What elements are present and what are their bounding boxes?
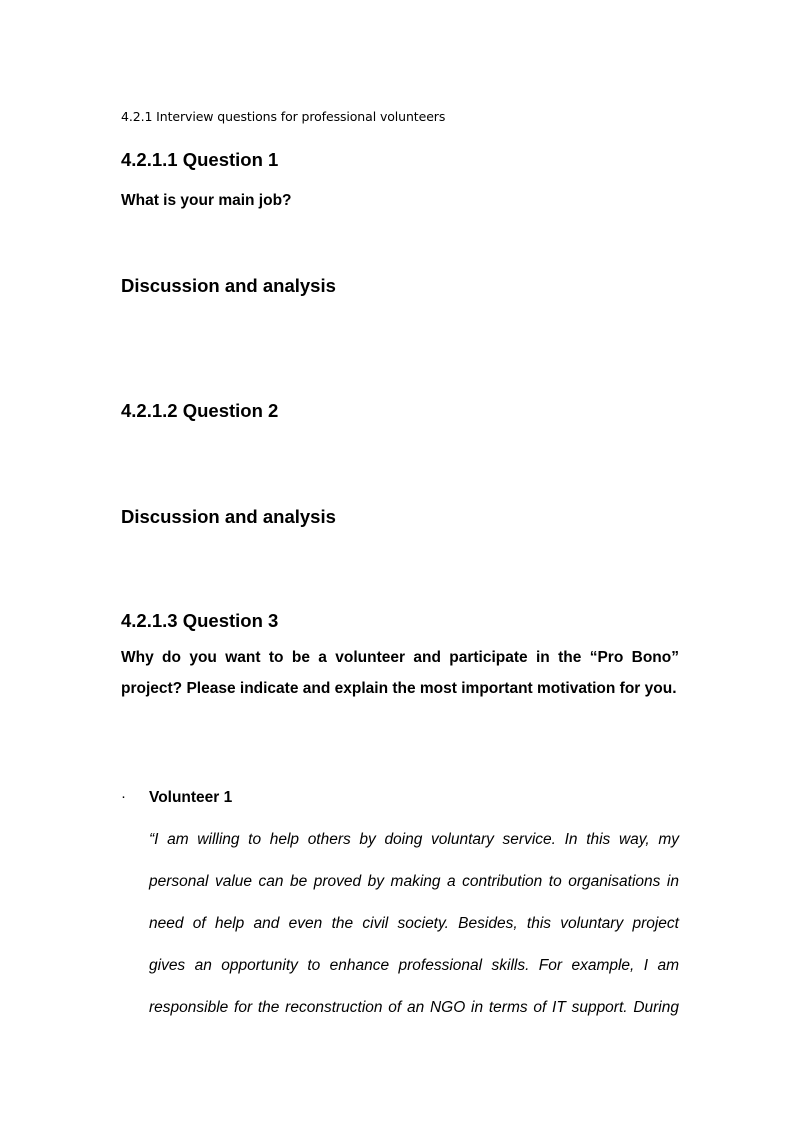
volunteer-1-quote-line: need of help and even the civil society. Besides, this voluntary project xyxy=(149,915,679,932)
volunteer-1-quote-line: “I am willing to help others by doing voluntary service. In this way, my xyxy=(149,831,679,848)
volunteer-1-quote-line: responsible for the reconstruction of an NGO in terms of IT support. During xyxy=(149,999,679,1016)
question-1-text: What is your main job? xyxy=(121,192,292,209)
section-heading: 4.2.1 Interview questions for professional volunteers xyxy=(121,109,446,124)
question-2-discussion-heading: Discussion and analysis xyxy=(121,506,336,527)
bullet-icon: · xyxy=(121,788,126,805)
question-2-heading: 4.2.1.2 Question 2 xyxy=(121,400,279,421)
volunteer-1-quote-line: gives an opportunity to enhance professional skills. For example, I am xyxy=(149,957,679,974)
question-3-heading: 4.2.1.3 Question 3 xyxy=(121,610,279,631)
question-3-text: Why do you want to be a volunteer and participate in the “Pro Bono” project? Please indicate and explain the most important motivation for you. xyxy=(121,649,679,697)
question-1-discussion-heading: Discussion and analysis xyxy=(121,275,336,296)
volunteer-1-label: Volunteer 1 xyxy=(149,789,233,806)
volunteer-1-quote-line: personal value can be proved by making a contribution to organisations in xyxy=(149,873,679,890)
question-1-heading: 4.2.1.1 Question 1 xyxy=(121,149,279,170)
